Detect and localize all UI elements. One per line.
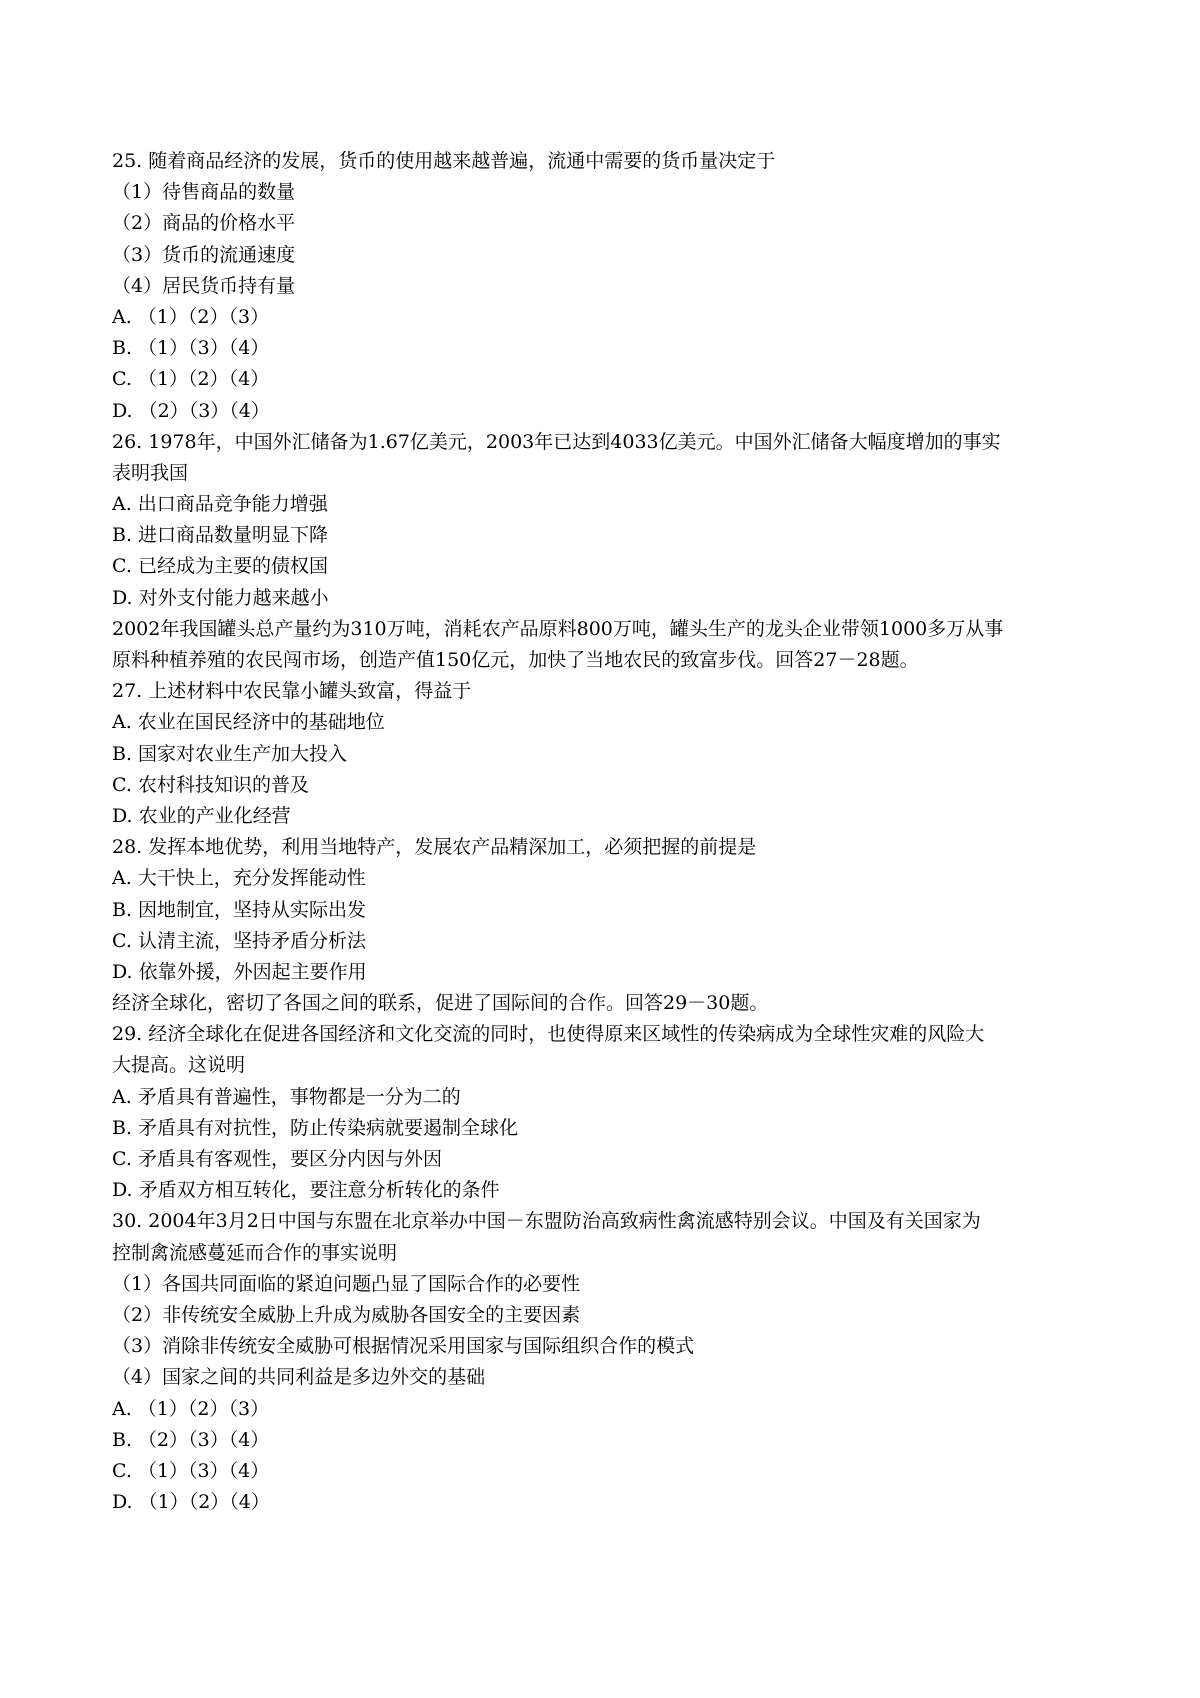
question-29-stem-line-1: 29. 经济全球化在促进各国经济和文化交流的同时，也使得原来区域性的传染病成为全球性灾难的风险大 (112, 1023, 985, 1046)
question-25-option-c: C. （1）（2）（4） (112, 368, 270, 391)
question-25-item-4: （4）居民货币持有量 (112, 274, 296, 297)
question-27-stem: 27. 上述材料中农民靠小罐头致富，得益于 (112, 680, 472, 703)
question-30-item-4: （4）国家之间的共同利益是多边外交的基础 (112, 1366, 486, 1389)
question-28-stem: 28. 发挥本地优势，利用当地特产，发展农产品精深加工，必须把握的前提是 (112, 836, 757, 859)
question-25-item-2: （2）商品的价格水平 (112, 212, 296, 235)
question-30-stem-line-1: 30. 2004年3月2日中国与东盟在北京举办中国－东盟防治高致病性禽流感特别会议。中国及有关国家为 (112, 1210, 981, 1233)
question-30-option-c: C. （1）（3）（4） (112, 1459, 270, 1482)
question-27-option-b: B. 国家对农业生产加大投入 (112, 742, 348, 765)
question-26-option-b: B. 进口商品数量明显下降 (112, 524, 329, 547)
question-26-stem-line-2: 表明我国 (112, 461, 189, 484)
question-26-option-a: A. 出口商品竞争能力增强 (112, 493, 328, 516)
question-30-option-d: D. （1）（2）（4） (112, 1491, 270, 1514)
material-27-28-line-1: 2002年我国罐头总产量约为310万吨，消耗农产品原料800万吨，罐头生产的龙头企业带领1000多万从事 (112, 617, 1004, 640)
question-26-stem-line-1: 26. 1978年，中国外汇储备为1.67亿美元，2003年已达到4033亿美元。中国外汇储备大幅度增加的事实 (112, 430, 1001, 453)
question-30-option-a: A. （1）（2）（3） (112, 1397, 270, 1420)
question-26-option-c: C. 已经成为主要的债权国 (112, 555, 328, 578)
question-27-option-d: D. 农业的产业化经营 (112, 804, 291, 827)
question-28-option-c: C. 认清主流，坚持矛盾分析法 (112, 929, 366, 952)
material-27-28-line-2: 原料种植养殖的农民闯市场，创造产值150亿元，加快了当地农民的致富步伐。回答27－28题。 (112, 649, 919, 671)
question-27-option-a: A. 农业在国民经济中的基础地位 (112, 711, 385, 734)
question-29-option-d: D. 矛盾双方相互转化，要注意分析转化的条件 (112, 1179, 500, 1202)
question-29-option-a: A. 矛盾具有普遍性，事物都是一分为二的 (112, 1085, 461, 1108)
material-29-30: 经济全球化，密切了各国之间的联系，促进了国际间的合作。回答29－30题。 (112, 992, 769, 1015)
question-30-item-3: （3）消除非传统安全威胁可根据情况采用国家与国际组织合作的模式 (112, 1335, 695, 1358)
question-30-stem-line-2: 控制禽流感蔓延而合作的事实说明 (112, 1241, 398, 1264)
question-30-item-2: （2）非传统安全威胁上升成为威胁各国安全的主要因素 (112, 1303, 581, 1326)
question-25-item-1: （1）待售商品的数量 (112, 181, 296, 204)
question-28-option-b: B. 因地制宜，坚持从实际出发 (112, 898, 367, 921)
question-28-option-d: D. 依靠外援，外因起主要作用 (112, 960, 367, 983)
question-25-stem: 25. 随着商品经济的发展，货币的使用越来越普遍，流通中需要的货币量决定于 (112, 150, 776, 172)
question-25-option-d: D. （2）（3）（4） (112, 399, 270, 422)
question-28-option-a: A. 大干快上，充分发挥能动性 (112, 867, 366, 890)
question-25-option-a: A. （1）（2）（3） (112, 305, 270, 328)
question-29-option-c: C. 矛盾具有客观性，要区分内因与外因 (112, 1148, 442, 1170)
question-27-option-c: C. 农村科技知识的普及 (112, 773, 309, 796)
question-29-option-b: B. 矛盾具有对抗性，防止传染病就要遏制全球化 (112, 1116, 519, 1139)
question-30-item-1: （1）各国共同面临的紧迫问题凸显了国际合作的必要性 (112, 1272, 581, 1295)
question-list (112, 146, 1102, 1518)
question-30-option-b: B. （2）（3）（4） (112, 1428, 270, 1451)
question-26-option-d: D. 对外支付能力越来越小 (112, 586, 329, 609)
question-29-stem-line-2: 大提高。这说明 (112, 1054, 246, 1077)
question-25-item-3: （3）货币的流通速度 (112, 243, 296, 266)
question-25-option-b: B. （1）（3）（4） (112, 337, 270, 360)
